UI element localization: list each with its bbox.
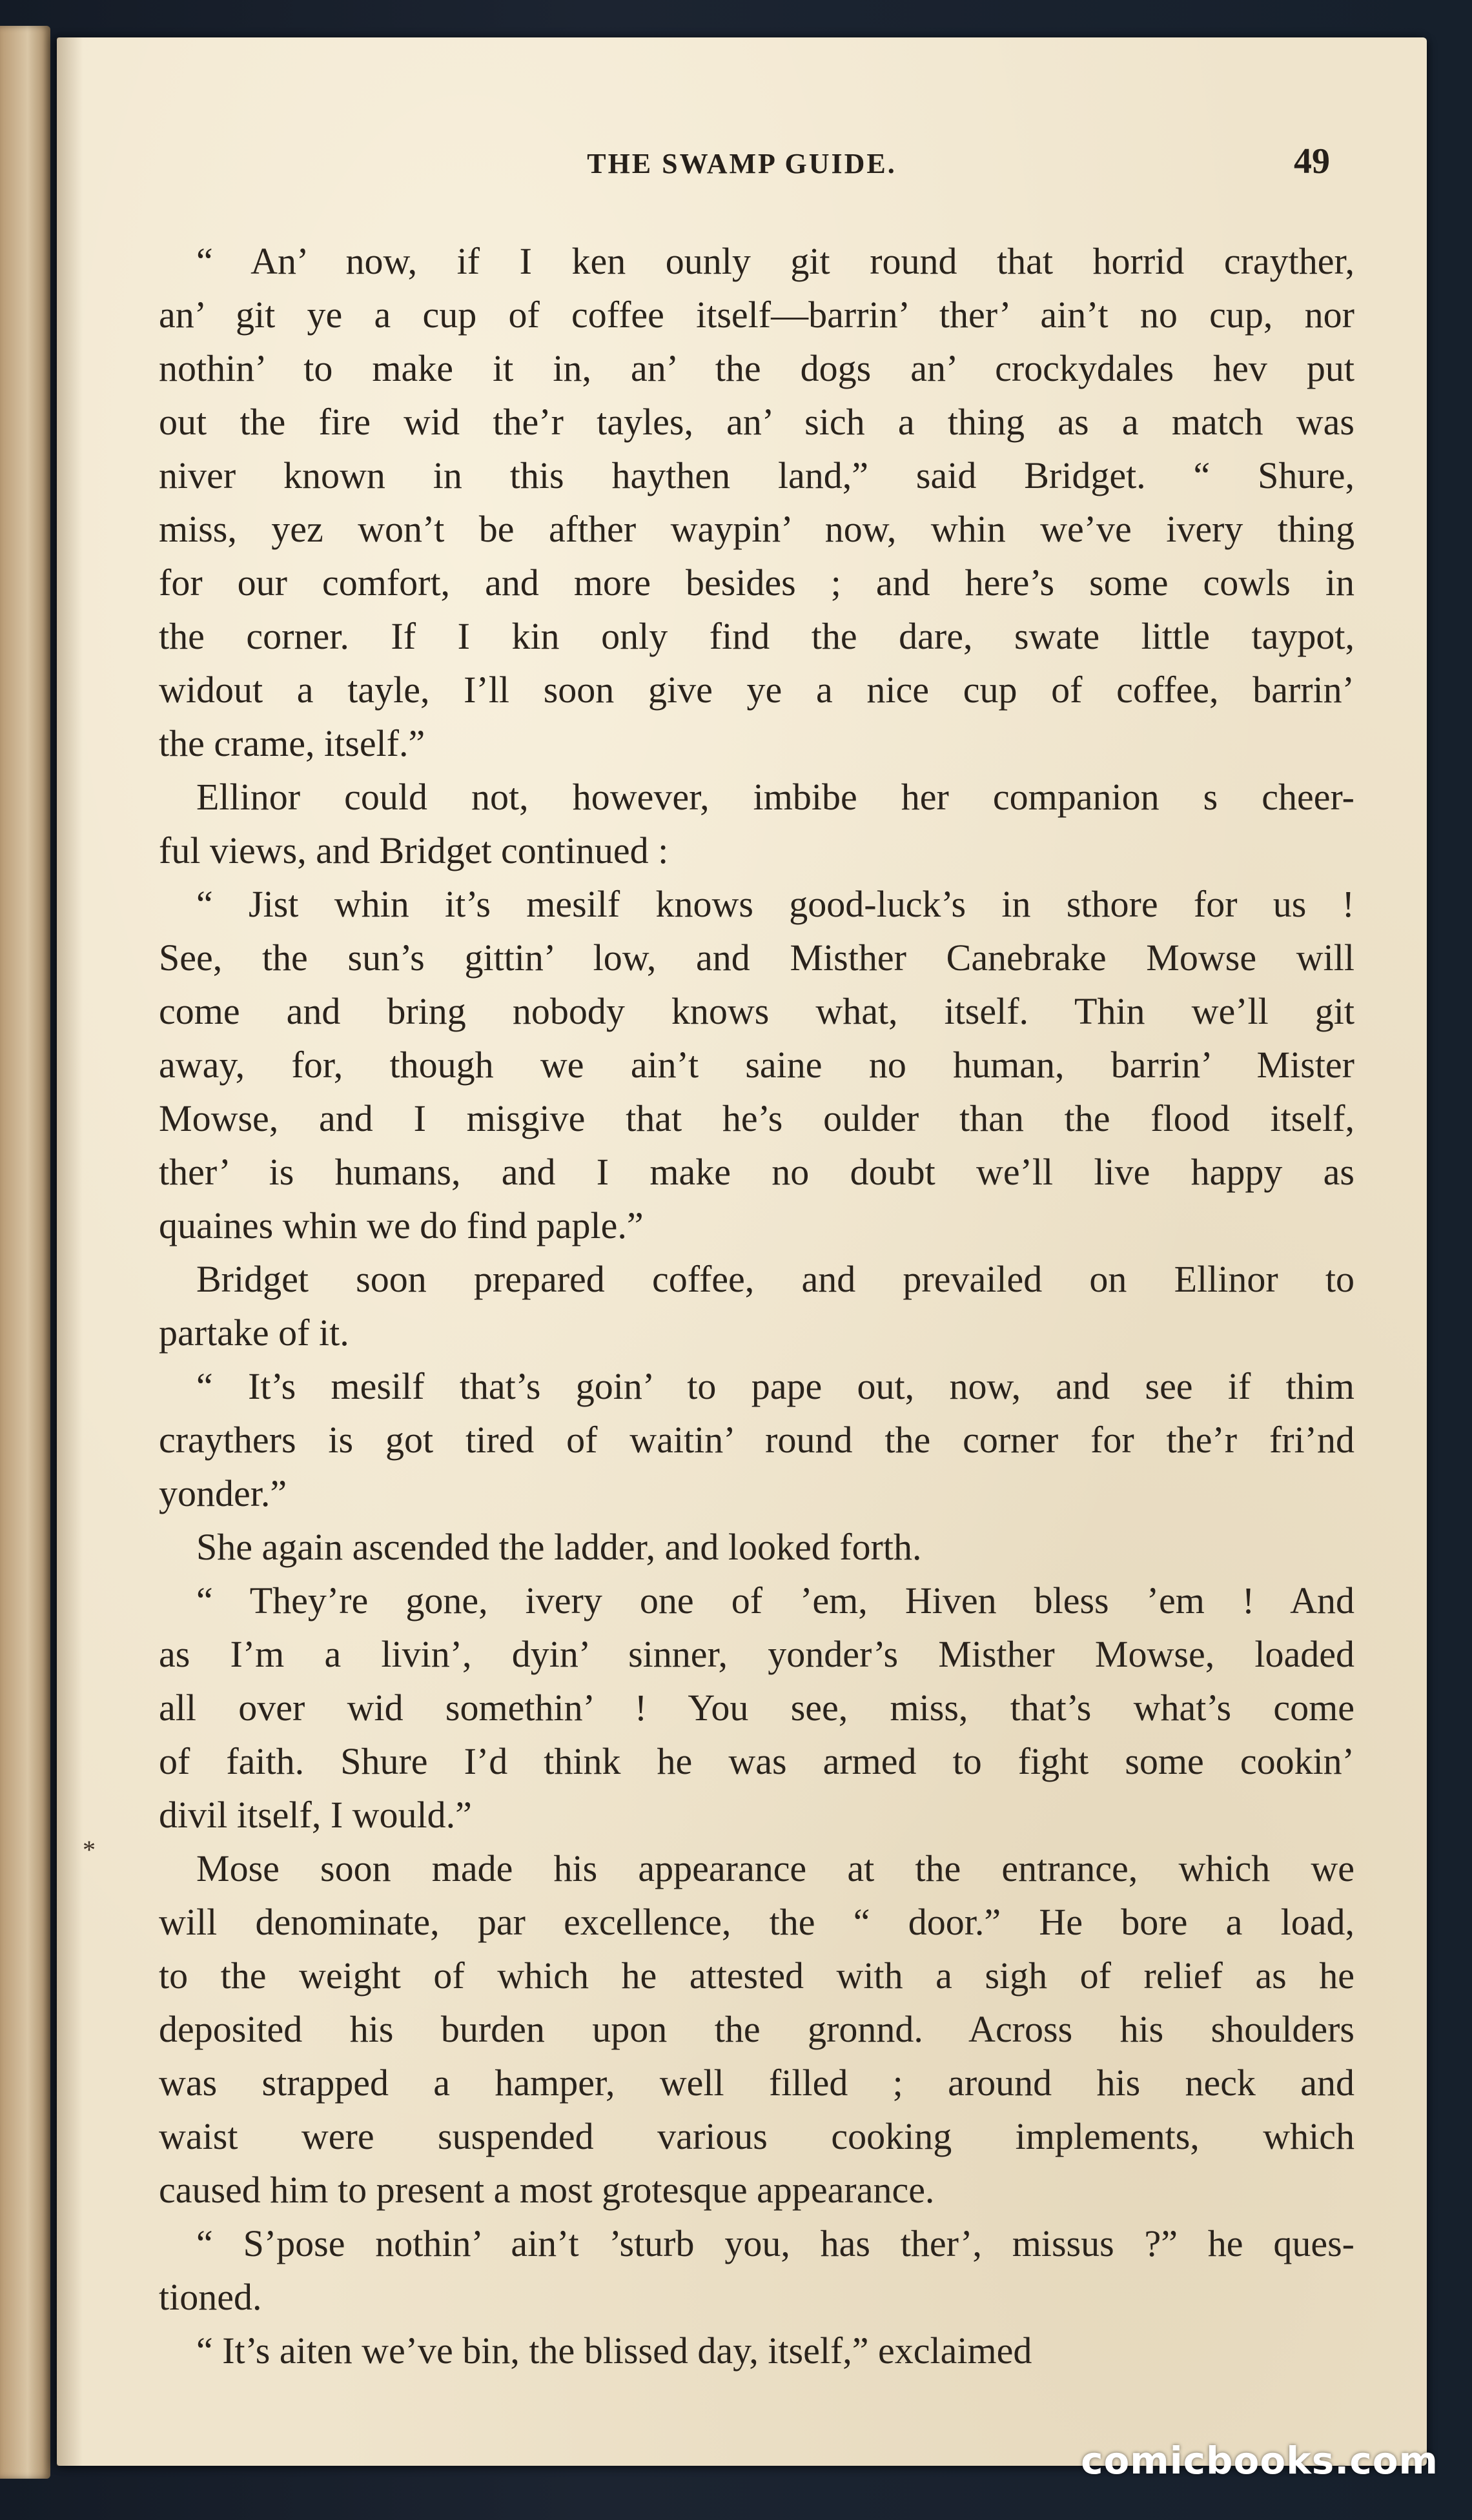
text-line: the corner. If I kin only find the dare, swate little taypot, (159, 615, 1354, 657)
text-line: ful views, and Bridget continued : (159, 829, 669, 871)
text-line: “ It’s aiten we’ve bin, the blissed day, itself,” exclaimed (196, 2330, 1032, 2372)
text-line: will denominate, par excellence, the “ door.” He bore a load, (159, 1901, 1354, 1943)
watermark: comicbooks.com (1081, 2439, 1438, 2483)
paragraph (159, 1520, 1354, 1574)
paragraph (159, 877, 1354, 1252)
text-line: niver known in this haythen land,” said Bridget. “ Shure, (159, 454, 1354, 496)
text-line: away, for, though we ain’t saine no human, barrin’ Mister (159, 1044, 1354, 1086)
text-line: deposited his burden upon the gronnd. Across his shoulders (159, 2008, 1354, 2050)
text-line: “ It’s mesilf that’s goin’ to pape out, now, and see if thim (196, 1365, 1354, 1407)
text-line: out the fire wid the’r tayles, an’ sich a thing as a match was (159, 401, 1354, 443)
paragraph (159, 2217, 1354, 2324)
paragraph (159, 1252, 1354, 1359)
text-line: quaines whin we do find paple.” (159, 1204, 644, 1246)
text-line: craythers is got tired of waitin’ round the corner for the’r fri’nd (159, 1419, 1354, 1461)
running-title: THE SWAMP GUIDE. (587, 148, 897, 179)
text-line: the crame, itself.” (159, 722, 425, 764)
paragraph (159, 1359, 1354, 1520)
text-line: See, the sun’s gittin’ low, and Misther Canebrake Mowse will (159, 937, 1354, 979)
text-line: an’ git ye a cup of coffee itself—barrin’ ther’ ain’t no cup, nor (159, 294, 1354, 336)
text-line: widout a tayle, I’ll soon give ye a nice cup of coffee, barrin’ (159, 669, 1354, 711)
text-line: Mowse, and I misgive that he’s oulder than the flood itself, (159, 1097, 1354, 1139)
paragraph (159, 234, 1354, 770)
text-line: caused him to present a most grotesque appearance. (159, 2169, 935, 2211)
text-line: yonder.” (159, 1472, 287, 1514)
text-line: Bridget soon prepared coffee, and prevailed on Ellinor to (196, 1258, 1354, 1300)
text-line: all over wid somethin’ ! You see, miss, that’s what’s come (159, 1687, 1354, 1729)
text-line: to the weight of which he attested with a sigh of relief as he (159, 1955, 1354, 1997)
book-spine-edge (0, 26, 50, 2479)
body-text (159, 234, 1354, 2377)
text-line: was strapped a hamper, well filled ; around his neck and (159, 2062, 1354, 2104)
text-line: “ They’re gone, ivery one of ’em, Hiven bless ’em ! And (196, 1580, 1354, 1621)
text-line: She again ascended the ladder, and looked forth. (196, 1526, 922, 1568)
margin-mark: * (83, 1835, 96, 1864)
text-line: for our comfort, and more besides ; and here’s some cowls in (159, 562, 1354, 604)
text-line: tioned. (159, 2276, 262, 2318)
page-number: 49 (1294, 141, 1330, 181)
text-line: miss, yez won’t be afther waypin’ now, whin we’ve ivery thing (159, 508, 1354, 550)
text-line: ther’ is humans, and I make no doubt we’ll live happy as (159, 1151, 1354, 1193)
text-line: “ S’pose nothin’ ain’t ’sturb you, has ther’, missus ?” he ques- (196, 2222, 1354, 2264)
paragraph (159, 2324, 1354, 2377)
text-line: Ellinor could not, however, imbibe her companion s cheer- (196, 776, 1354, 818)
book-page (57, 37, 1427, 2466)
text-line: as I’m a livin’, dyin’ sinner, yonder’s Misther Mowse, loaded (159, 1633, 1354, 1675)
paragraph (159, 1842, 1354, 2217)
text-line: come and bring nobody knows what, itself. Thin we’ll git (159, 990, 1354, 1032)
text-line: waist were suspended various cooking implements, which (159, 2115, 1354, 2157)
text-line: Mose soon made his appearance at the entrance, which we (196, 1847, 1354, 1889)
text-line: “ An’ now, if I ken ounly git round that horrid crayther, (196, 240, 1354, 282)
text-line: nothin’ to make it in, an’ the dogs an’ crockydales hev put (159, 347, 1354, 389)
text-line: “ Jist whin it’s mesilf knows good-luck’s in sthore for us ! (196, 883, 1354, 925)
running-header (57, 134, 1427, 192)
text-line: partake of it. (159, 1312, 349, 1354)
text-line: of faith. Shure I’d think he was armed to fight some cookin’ (159, 1740, 1354, 1782)
text-line: divil itself, I would.” (159, 1794, 472, 1836)
paragraph (159, 770, 1354, 877)
paragraph (159, 1574, 1354, 1842)
